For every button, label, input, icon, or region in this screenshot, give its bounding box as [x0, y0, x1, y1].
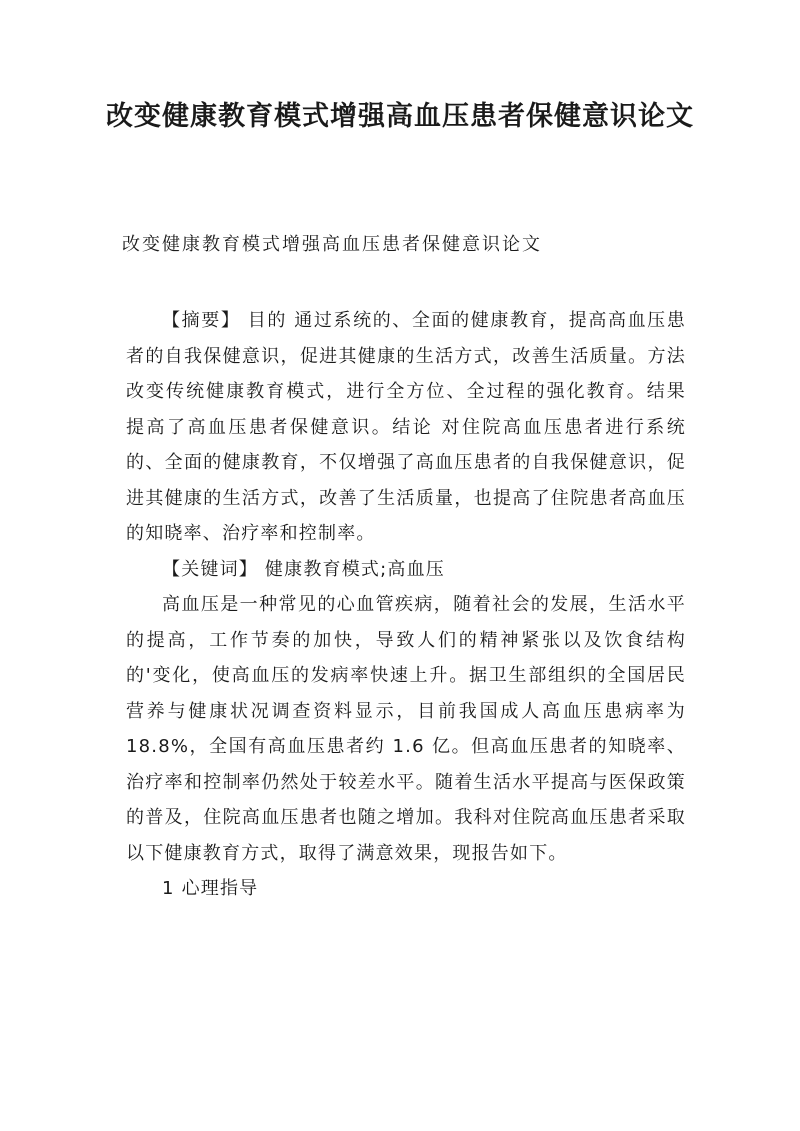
- abstract-paragraph: [126, 303, 686, 552]
- keywords-paragraph: [126, 552, 686, 588]
- section-heading-1: 1 心理指导: [162, 878, 259, 899]
- document-subtitle: 改变健康教育模式增强高血压患者保健意识论文: [122, 234, 542, 255]
- keywords-text: 健康教育模式;高血压: [258, 558, 445, 580]
- intro-paragraph: 高血压是一种常见的心血管疾病，随着社会的发展，生活水平的提高，工作节奏的加快，导致人们的精神紧张以及饮食结构的'变化，使高血压的发病率快速上升。据卫生部组织的全国居民营养与健康状况调查资料显示，目前我国成人高血压患病率为 18.8%，全国有高血压患者约 1.6 亿。但高血压患者的知晓率、治疗率和控制率仍然处于较差水平。随着生活水平提高与医保政策的普及，住院高血压患者也随之增加。我科对住院高血压患者采取以下健康教育方式，取得了满意效果，现报告如下。: [126, 594, 686, 864]
- keywords-label: 【关键词】: [162, 558, 258, 580]
- document-title: 改变健康教育模式增强高血压患者保健意识论文: [106, 101, 694, 132]
- document-body: [126, 303, 686, 907]
- abstract-text: 目的 通过系统的、全面的健康教育，提高高血压患者的自我保健意识，促进其健康的生活方式，改善生活质量。方法 改变传统健康教育模式，进行全方位、全过程的强化教育。结果 提高了高血压患者保健意识。结论 对住院高血压患者进行系统的、全面的健康教育，不仅增强了高血压患者的自我保健意识，促进其健康的生活方式，改善了生活质量，也提高了住院患者高血压的知晓率、治疗率和控制率。: [126, 310, 686, 544]
- abstract-label: 【摘要】: [162, 310, 241, 331]
